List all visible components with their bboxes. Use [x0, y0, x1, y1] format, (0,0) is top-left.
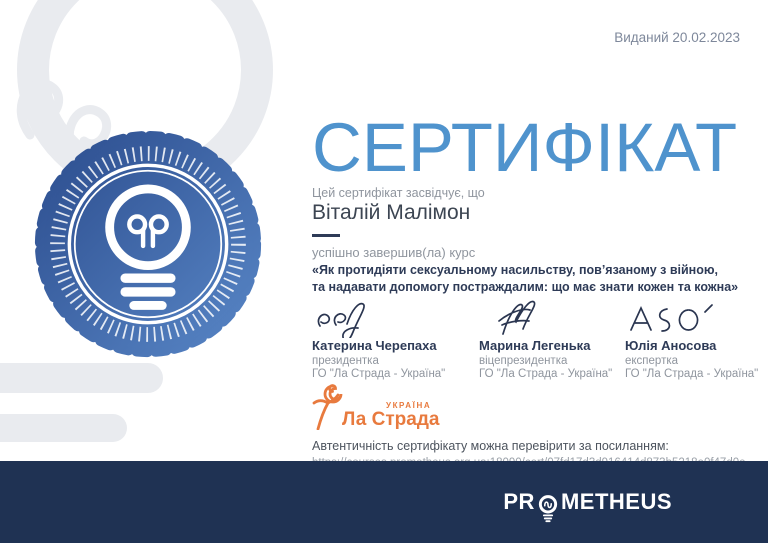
- la-strada-figure-icon: [312, 384, 346, 430]
- signatory-column: [479, 300, 625, 381]
- issued-date: Виданий 20.02.2023: [614, 30, 740, 45]
- signatory-column: [625, 300, 758, 381]
- signature-icon: [625, 300, 735, 338]
- signatory-role: віцепрезидентка: [479, 355, 568, 367]
- prometheus-logo-part1: PR: [503, 489, 535, 514]
- lightbulb-o-icon: [536, 493, 560, 523]
- signatory-name: Юлія Аносова: [625, 338, 717, 353]
- prometheus-logo-part2: METHEUS: [560, 489, 672, 514]
- completed-label: успішно завершив(ла) курс: [312, 245, 476, 260]
- signatory-org: ГО "Ла Страда - Україна": [479, 368, 613, 381]
- signatory-org: ГО "Ла Страда - Україна": [625, 368, 759, 381]
- la-strada-country: УКРАЇНА: [386, 401, 432, 411]
- divider-line: [312, 234, 340, 237]
- course-title-line2: та надавати допомогу постраждалим: що має знати кожен та кожна»: [312, 280, 739, 294]
- seal-badge: [30, 126, 266, 362]
- certificate-title: СЕРТИФІКАТ: [312, 109, 738, 186]
- signatory-column: [312, 300, 479, 381]
- signatory-name: Марина Легенька: [479, 338, 591, 353]
- watermark-base-bar: [0, 363, 163, 393]
- certificate-body: [312, 109, 759, 471]
- verify-label: Автентичність сертифікату можна перевірити за посиланням:: [312, 439, 669, 454]
- la-strada-name: Ла Страда: [342, 409, 440, 431]
- signatory-role: експертка: [625, 355, 679, 367]
- course-title-line1: «Як протидіяти сексуальному насильству, пов’язаному з війною,: [312, 263, 718, 277]
- signatory-org: ГО "Ла Страда - Україна": [312, 368, 446, 381]
- watermark-base-bar: [0, 414, 127, 442]
- signatory-name: Катерина Черепаха: [312, 338, 437, 353]
- recipient-name: Віталій Малімон: [312, 201, 471, 224]
- footer-bar: [0, 461, 768, 543]
- signatory-role: президентка: [312, 355, 379, 367]
- la-strada-wordmark: [342, 401, 439, 430]
- signatories-row: [312, 300, 758, 381]
- prometheus-logo: [503, 481, 672, 523]
- certifies-label: Цей сертифікат засвідчує, що: [312, 186, 485, 200]
- signature-icon: [479, 300, 589, 338]
- signature-icon: [312, 300, 422, 338]
- la-strada-logo: [312, 386, 758, 430]
